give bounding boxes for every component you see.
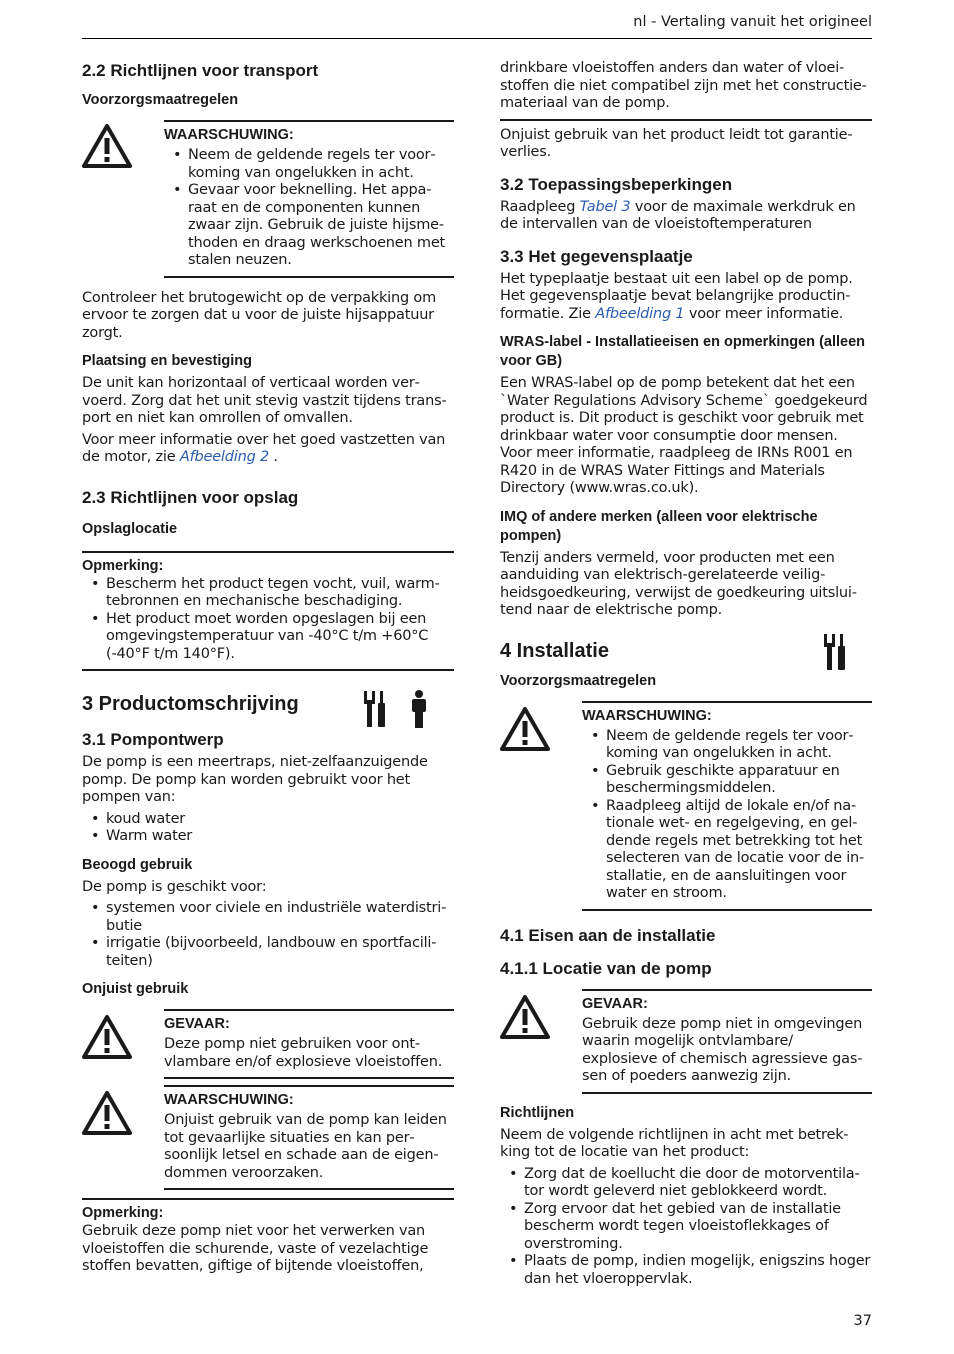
section-4-header: [500, 638, 872, 664]
paragraph: Controleer het brutogewicht op de verpakking om ervoor te zorgen dat u voor de juiste hijsappatuur zorgt.: [82, 289, 437, 341]
paragraph: De pomp is geschikt voor:: [82, 878, 267, 895]
bullet-list: [500, 1166, 872, 1289]
s33-subheading-imq: IMQ of andere merken (alleen voor elektrische pompen): [500, 508, 818, 544]
list-item: • Neem de geldende regels ter voorkoming van ongelukken in acht.: [582, 728, 872, 763]
section-3-2-title: 3.2 Toepassingsbeperkingen: [500, 174, 733, 194]
warning-text: Onjuist gebruik van de pomp kan leiden tot gevaarlijke situaties en kan persoonlijk letsel en schade aan de eigendommen veroorzaken.: [164, 1112, 447, 1181]
danger-label: GEVAAR:: [582, 995, 648, 1012]
tools-icon: [360, 689, 390, 733]
warning-box-transport: [82, 120, 454, 278]
note-text: Gebruik deze pomp niet voor het verwerken van vloeistoffen die schurende, vaste of vezelachtige stoffen bevatten, giftige of bijtende vloeistoffen,: [82, 1223, 429, 1274]
list-item: • Gebruik geschikte apparatuur en beschermingsmiddelen.: [582, 763, 872, 798]
continued-note-text: drinkbare vloeistoffen anders dan water of vloeistoffen die niet compatibel zijn met het constructiemateriaal van de pomp.: [500, 60, 867, 111]
paragraph-with-link: Het typeplaatje bestaat uit een label op de pomp. Het gegevensplaatje bevat belangrijke productinformatie. Zie Afbeelding 1 voor meer informatie.: [500, 270, 853, 322]
section-3-3-title: 3.3 Het gegevensplaatje: [500, 246, 693, 266]
s411-subheading: Richtlijnen: [500, 1104, 575, 1121]
figure-link[interactable]: Afbeelding 1: [595, 305, 685, 322]
warning-triangle-icon: [82, 1015, 132, 1063]
warning-list: [164, 147, 454, 270]
s31-subheading-2: Beoogd gebruik: [82, 856, 193, 873]
section-2-2-title: 2.2 Richtlijnen voor transport: [82, 61, 319, 80]
left-column: [82, 40, 454, 1276]
s22-subheading-2: Plaatsing en bevestiging: [82, 353, 253, 369]
right-column: [500, 40, 872, 1288]
list-item: • Zorg ervoor dat het gebied van de installatie bescherm wordt tegen vloeistoflekkages of overstroming.: [500, 1201, 872, 1254]
warning-box-installation: [500, 701, 872, 911]
danger-text: Gebruik deze pomp niet in omgevingen waarin mogelijk ontvlambare/ explosieve of chemisch agressieve gassen of poeders aanwezig zijn.: [582, 1015, 863, 1084]
note-list: [82, 576, 454, 664]
danger-label: GEVAAR:: [164, 1016, 230, 1032]
page-number: 37: [853, 1313, 872, 1329]
s31-subheading-3: Onjuist gebruik: [82, 981, 189, 997]
warning-triangle-icon: [82, 124, 132, 172]
section-3-1-title: 3.1 Pompontwerp: [82, 730, 224, 749]
paragraph-with-link: Voor meer informatie over het goed vastzetten van de motor, zie Afbeelding 2 .: [82, 431, 446, 465]
section-3-title: 3 Productomschrijving: [82, 693, 299, 715]
paragraph-with-link: Raadpleeg Tabel 3 voor de maximale werkdruk en de intervallen van de vloeistoftemperaturen: [500, 198, 856, 232]
list-item: • Zorg dat de koellucht die door de motorventilator wordt geleverd niet geblokkeerd wordt.: [500, 1166, 872, 1201]
list-item: • Neem de geldende regels ter voorkoming van ongelukken in acht.: [164, 147, 454, 182]
list-item: • systemen voor civiele en industriële waterdistributie: [82, 900, 454, 935]
section-4-1-1-title: 4.1.1 Locatie van de pomp: [500, 958, 712, 978]
warning-label: WAARSCHUWING:: [582, 707, 712, 724]
s22-subheading: Voorzorgsmaatregelen: [82, 92, 239, 108]
page-header: [82, 12, 872, 39]
header-text: nl - Vertaling vanuit het origineel: [633, 14, 872, 30]
s23-subheading: Opslaglocatie: [82, 520, 178, 537]
warning-triangle-icon: [500, 995, 550, 1043]
s33-subheading-wras: WRAS-label - Installatieeisen en opmerkingen (alleen voor GB): [500, 334, 866, 369]
list-item: • Gevaar voor beknelling. Het apparaat en de componenten kunnen zwaar zijn. Gebruik de juiste hijsmethoden en draag werkschoenen met stalen neuzen.: [164, 182, 454, 270]
warning-list: [582, 728, 872, 903]
s4-subheading: Voorzorgsmaatregelen: [500, 672, 657, 689]
section-2-3-title: 2.3 Richtlijnen voor opslag: [82, 487, 299, 507]
list-item: • irrigatie (bijvoorbeeld, landbouw en sportfaciliteiten): [82, 935, 454, 970]
list-item: • koud water: [82, 811, 454, 829]
note-box-storage: [82, 551, 454, 672]
paragraph: Een WRAS-label op de pomp betekent dat het een `Water Regulations Advisory Scheme` goedgekeurd product is. Dit product is geschikt voor gebruik met drinkbaar water voor consumptie door mensen. Voor meer informatie, raadpleeg de IRNs R001 en R420 in de WRAS Water Fittings and Materials Directory (www.wras.co.uk).: [500, 375, 868, 496]
section-3-header: [82, 691, 454, 717]
section-4-title: 4 Installatie: [500, 639, 609, 662]
paragraph: Neem de volgende richtlijnen in acht met betrekking tot de locatie van het product:: [500, 1126, 849, 1160]
bullet-list: [82, 900, 454, 970]
list-item: • Warm water: [82, 828, 454, 846]
warning-box-misuse: [82, 1085, 454, 1190]
person-icon: [404, 689, 434, 733]
list-item: • Bescherm het product tegen vocht, vuil, warmtebronnen en mechanische beschadiging.: [82, 576, 454, 611]
warning-triangle-icon: [500, 707, 550, 755]
paragraph: Onjuist gebruik van het product leidt tot garantieverlies.: [500, 126, 853, 160]
figure-link[interactable]: Afbeelding 2: [179, 449, 270, 465]
note-label: Opmerking:: [82, 557, 164, 574]
warning-label: WAARSCHUWING:: [164, 1092, 294, 1108]
section-4-1-title: 4.1 Eisen aan de installatie: [500, 925, 716, 945]
list-item: • Het product moet worden opgeslagen bij een omgevingstemperatuur van -40°C t/m +60°C (-40°F t/m 140°F).: [82, 611, 454, 664]
bullet-list: [82, 811, 454, 846]
danger-box-location: [500, 989, 872, 1094]
danger-text: Deze pomp niet gebruiken voor ontvlambare en/of explosieve vloeistoffen.: [164, 1036, 443, 1070]
list-item: • Plaats de pomp, indien mogelijk, enigszins hoger dan het vloeroppervlak.: [500, 1253, 872, 1288]
paragraph: Tenzij anders vermeld, voor producten met een aanduiding van elektrisch-gerelateerde veiligheidsgoedkeuring, verwijst de goedkeuring uitsluitend naar de elektrische pomp.: [500, 549, 857, 618]
warning-label: WAARSCHUWING:: [164, 127, 294, 143]
tools-icon: [820, 632, 850, 676]
paragraph: De pomp is een meertraps, niet-zelfaanzuigende pomp. De pomp kan worden gebruikt voor het pompen van:: [82, 754, 428, 805]
danger-box-misuse: [82, 1009, 454, 1079]
note-box-misuse: [82, 1198, 454, 1276]
note-label: Opmerking:: [82, 1205, 164, 1221]
warning-triangle-icon: [82, 1091, 132, 1139]
paragraph: De unit kan horizontaal of verticaal worden vervoerd. Zorg dat het unit stevig vastzit tijdens transport en niet kan omrollen of omvallen.: [82, 375, 447, 426]
table-link[interactable]: Tabel 3: [579, 198, 631, 215]
list-item: • Raadpleeg altijd de lokale en/of nationale wet- en regelgeving, en geldende regels met betrekking tot het selecteren van de locatie voor de installatie, en de aansluitingen voor water en stroom.: [582, 798, 872, 903]
